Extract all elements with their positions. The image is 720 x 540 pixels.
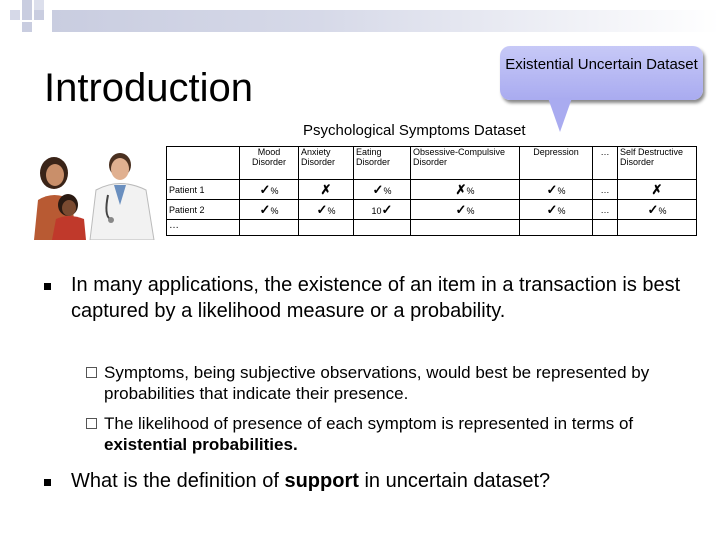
decor-square <box>34 10 44 20</box>
table-cell: ✓% <box>240 200 299 220</box>
decor-square <box>22 0 32 10</box>
column-header: Anxiety Disorder <box>299 147 354 180</box>
check-icon: ✓ <box>259 181 271 197</box>
table-cell <box>299 180 354 200</box>
decor-square <box>22 10 32 20</box>
table-cell: ✗% <box>411 180 520 200</box>
column-header: … <box>593 147 618 180</box>
check-icon: ✓ <box>316 201 328 217</box>
table-cell <box>618 180 697 200</box>
check-icon: ✓ <box>647 201 659 217</box>
table-row <box>167 180 697 200</box>
check-icon: ✓ <box>381 201 393 217</box>
column-header: Mood Disorder <box>240 147 299 180</box>
sub-bullet-text: Symptoms, being subjective observations, would best be represented by probabilities that indicate their presence. <box>104 363 650 403</box>
table-cell: ✓% <box>411 200 520 220</box>
table-cell: ✓% <box>240 180 299 200</box>
callout-text: Existential Uncertain Dataset <box>505 56 698 73</box>
table-row <box>167 200 697 220</box>
table-cell: ✓% <box>520 200 593 220</box>
sub-bullet-text: The likelihood of presence of each symptom is represented in terms of existential probabilities. <box>104 414 634 454</box>
slide-title: Introduction <box>44 66 254 110</box>
cross-icon: ✗ <box>651 181 663 197</box>
checkbox-bullet-icon <box>86 367 97 378</box>
decor-square <box>10 10 20 20</box>
checkbox-bullet-icon <box>86 418 97 429</box>
check-icon: ✓ <box>546 181 558 197</box>
decor-square <box>34 0 44 10</box>
header-bar <box>52 10 720 32</box>
column-header: Self Destructive Disorder <box>618 147 697 180</box>
table-cell: ✓% <box>299 200 354 220</box>
row-label: Patient 2 <box>167 200 240 220</box>
table-cell: ✓% <box>520 180 593 200</box>
column-header: Eating Disorder <box>354 147 411 180</box>
callout-tail <box>548 98 572 132</box>
check-icon: ✓ <box>259 201 271 217</box>
more-rows-cell: … <box>167 220 240 236</box>
check-icon: ✓ <box>372 181 384 197</box>
table-cell: 10✓ <box>354 200 411 220</box>
column-header: Obsessive-Compulsive Disorder <box>411 147 520 180</box>
cross-icon: ✗ <box>320 181 332 197</box>
doctor-patient-photo <box>24 145 164 240</box>
check-icon: ✓ <box>455 201 467 217</box>
bullet-text: In many applications, the existence of an item in a transaction is best captured by a likelihood measure or a probability. <box>71 274 681 322</box>
bullet-marker <box>44 283 51 290</box>
table-cell: ✓% <box>618 200 697 220</box>
table-cell: … <box>593 180 618 200</box>
table-title: Psychological Symptoms Dataset <box>303 122 526 139</box>
corner-decoration <box>0 0 140 34</box>
bullet-marker <box>44 479 51 486</box>
bullet-text: What is the definition of support in uncertain dataset? <box>71 470 551 492</box>
decor-square <box>22 22 32 32</box>
table-cell: ✓% <box>354 180 411 200</box>
row-label: Patient 1 <box>167 180 240 200</box>
check-icon: ✓ <box>546 201 558 217</box>
cross-icon: ✗ <box>455 181 467 197</box>
table-row <box>167 220 697 236</box>
table-corner-cell <box>167 147 240 180</box>
table-cell: … <box>593 200 618 220</box>
symptoms-table <box>166 146 697 236</box>
column-header: Depression <box>520 147 593 180</box>
table-header-row <box>167 147 697 180</box>
